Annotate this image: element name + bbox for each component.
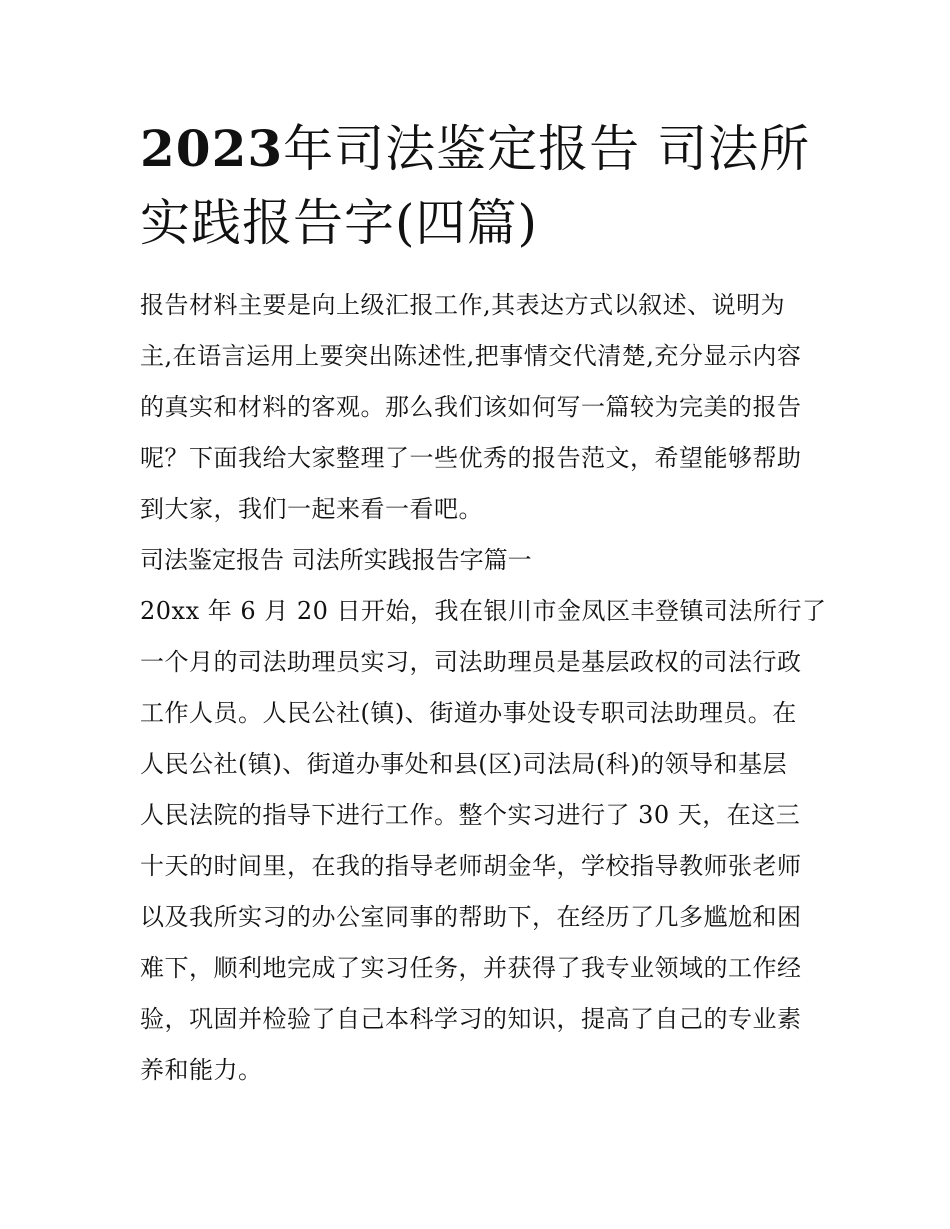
intro-line: 主,在语言运用上要突出陈述性,把事情交代清楚,充分显示内容 (140, 342, 802, 370)
title-line-1 (140, 112, 820, 186)
body-line: 20xx 年 6 月 20 日开始，我在银川市金凤区丰登镇司法所行了 (140, 597, 827, 625)
body-line: 十天的时间里，在我的指导老师胡金华，学校指导教师张老师 (140, 852, 802, 880)
document-title (140, 112, 820, 260)
document-page (140, 112, 827, 1096)
title-text-1: 年司法鉴定报告 司法所 (283, 120, 811, 178)
intro-line: 的真实和材料的客观。那么我们该如何写一篇较为完美的报告 (140, 393, 802, 421)
body-line: 人民法院的指导下进行工作。整个实习进行了 30 天，在这三 (140, 801, 801, 829)
intro-paragraph (140, 280, 820, 535)
section-heading: 司法鉴定报告 司法所实践报告字篇一 (140, 546, 532, 574)
body-line: 工作人员。人民公社(镇)、街道办事处设专职司法助理员。在 (140, 699, 797, 727)
intro-line: 到大家，我们一起来看一看吧。 (140, 495, 483, 523)
title-line-2: 实践报告字(四篇) (140, 194, 539, 252)
title-year: 2023 (140, 119, 284, 178)
body-line: 以及我所实习的办公室同事的帮助下，在经历了几多尴尬和困 (140, 903, 802, 931)
body-line: 一个月的司法助理员实习，司法助理员是基层政权的司法行政 (140, 648, 802, 676)
body-line: 人民公社(镇)、街道办事处和县(区)司法局(科)的领导和基层 (140, 750, 788, 778)
intro-line: 呢？下面我给大家整理了一些优秀的报告范文，希望能够帮助 (140, 444, 802, 472)
body-line: 难下，顺利地完成了实习任务，并获得了我专业领域的工作经 (140, 954, 802, 982)
intro-line: 报告材料主要是向上级汇报工作,其表达方式以叙述、说明为 (140, 291, 786, 319)
body-line: 验，巩固并检验了自己本科学习的知识，提高了自己的专业素 (140, 1005, 802, 1033)
body-line: 养和能力。 (140, 1056, 263, 1084)
body-paragraph (140, 586, 827, 1096)
